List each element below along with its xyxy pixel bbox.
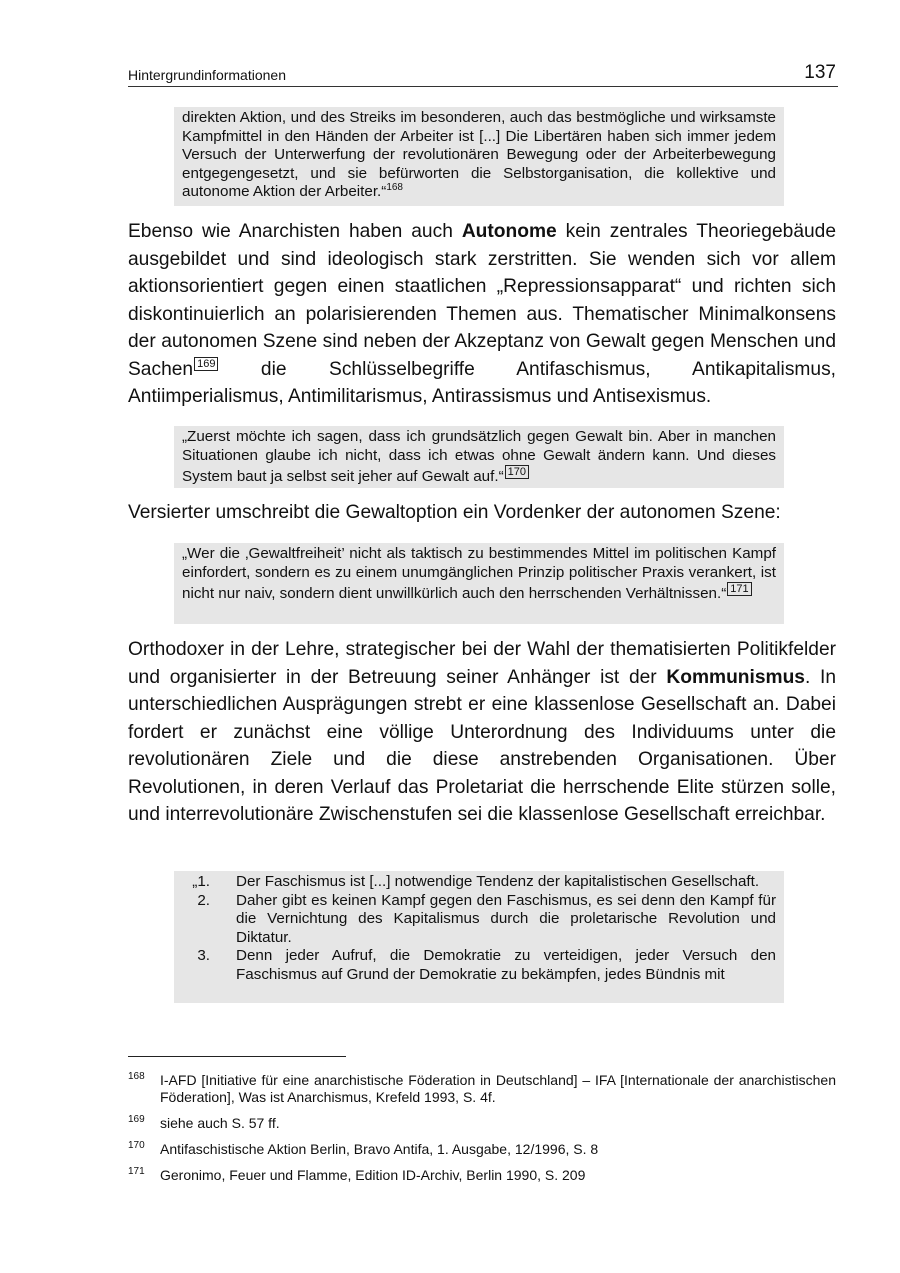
header-section-title: Hintergrundinformationen — [128, 67, 286, 83]
quote-text: „Zuerst möchte ich sagen, dass ich grundsätzlich gegen Gewalt bin. Aber in manchen Situationen glaube ich nicht, dass ich etwas ohne Gewalt ändern kann. Und dieses System baut ja selbst seit jeher auf Gewalt auf.“ 170 — [182, 428, 776, 486]
footnote-169: 169 siehe auch S. 57 ff. — [128, 1114, 280, 1131]
footnote-170: 170 Antifaschistische Aktion Berlin, Bravo Antifa, 1. Ausgabe, 12/1996, S. 8 — [128, 1140, 599, 1157]
block-quote-1 — [174, 107, 784, 206]
paragraph-kommunismus: Orthodoxer in der Lehre, strategischer bei der Wahl der thematisierten Politikfelder und organisierter in der Betreuung seiner Anhänger ist der Kommunismus. In unterschiedlichen Ausprägungen strebt er eine klassenlose Gesellschaft an. Dabei fordert er zunächst eine völlige Unterordnung des Individuums unter die revolutionären Ziele und die diese anstrebenden Organisationen. Über Revolutionen, in deren Verlauf das Proletariat die herrschende Elite stürzen solle, und interrevolutionäre Zwischenstufen sei die klassenlose Gesellschaft erreichbar. — [128, 639, 837, 825]
paragraph-versierter: Versierter umschreibt die Gewaltoption ein Vordenker der autonomen Szene: — [128, 502, 781, 523]
list-item: 2. Daher gibt es keinen Kampf gegen den Faschismus, es sei denn den Kampf für die Vernichtung des Kapitalismus durch die proletarische Revolution und Diktatur. — [197, 891, 776, 946]
quote-text: direkten Aktion, und des Streiks im besonderen, auch das bestmögliche und wirksamste Kampfmittel in den Händen der Arbeiter ist [...] Die Libertären haben sich immer jedem Versuch der Unterwerfung der revolutionären Bewegung oder der Arbeiterbewegung entgegengesetzt, und sie befürworten die Selbstorganisation, die kollektive und autonome Aktion der Arbeiter.“$^{168}$ — [182, 109, 776, 200]
term-autonome: Autonome — [461, 221, 557, 242]
footnote-divider — [128, 1056, 346, 1057]
footnote-171: 171 Geronimo, Feuer und Flamme, Edition ID-Archiv, Berlin 1990, S. 209 — [128, 1166, 586, 1183]
quote-text: „Wer die ‚Gewaltfreiheit’ nicht als taktisch zu bestimmendes Mittel im politischen Kampf einfordert, sondern es zu einem unumgänglichen Prinzip politischer Praxis verankert, ist nicht nur naiv, sondern dient unwillkürlich auch den herrschenden Verhältnissen.“ 171 — [182, 545, 776, 603]
running-header — [128, 60, 838, 87]
list-item: 3. Denn jeder Aufruf, die Demokratie zu verteidigen, jeder Versuch den Faschismus auf Grund der Demokratie zu bekämpfen, jedes Bündnis mit — [197, 947, 776, 983]
footnote-ref-171[interactable]: 171 — [727, 582, 751, 596]
numbered-list — [182, 873, 776, 984]
paragraph-autonome: Ebenso wie Anarchisten haben auch Autonome kein zentrales Theoriegebäude ausgebildet und sind ideologisch stark zerstritten. Sie wenden sich vor allem aktionsorientiert gegen einen staatlichen „Repressionsapparat“ und richten sich diskontinuierlich an polarisierenden Themen aus. Thematischer Minimalkonsens der autonomen Szene sind neben der Akzeptanz von Gewalt gegen Menschen und Sachen 169 die Schlüsselbegriffe Antifaschismus, Antikapitalismus, Antiimperialismus, Antimilitarismus, Antirassismus und Antisexismus. — [128, 221, 836, 407]
page-number: 137 — [804, 62, 836, 83]
term-kommunismus: Kommunismus — [666, 666, 805, 688]
block-quote-4 — [174, 871, 784, 1003]
footnote-ref-170[interactable]: 170 — [505, 465, 529, 479]
block-quote-2 — [174, 426, 784, 488]
footnote-ref-168[interactable]: 168 — [386, 181, 403, 193]
list-item: „1. Der Faschismus ist [...] notwendige Tendenz der kapitalistischen Gesellschaft. — [192, 873, 760, 890]
block-quote-3 — [174, 543, 784, 624]
footnotes — [128, 1072, 836, 1193]
footnote-168: 168 I-AFD [Initiative für eine anarchistische Föderation in Deutschland] – IFA [Internationale der anarchistischen Föderation], Was ist Anarchismus, Krefeld 1993, S. 4f. — [128, 1071, 836, 1105]
footnote-ref-169[interactable]: 169 — [194, 357, 218, 371]
